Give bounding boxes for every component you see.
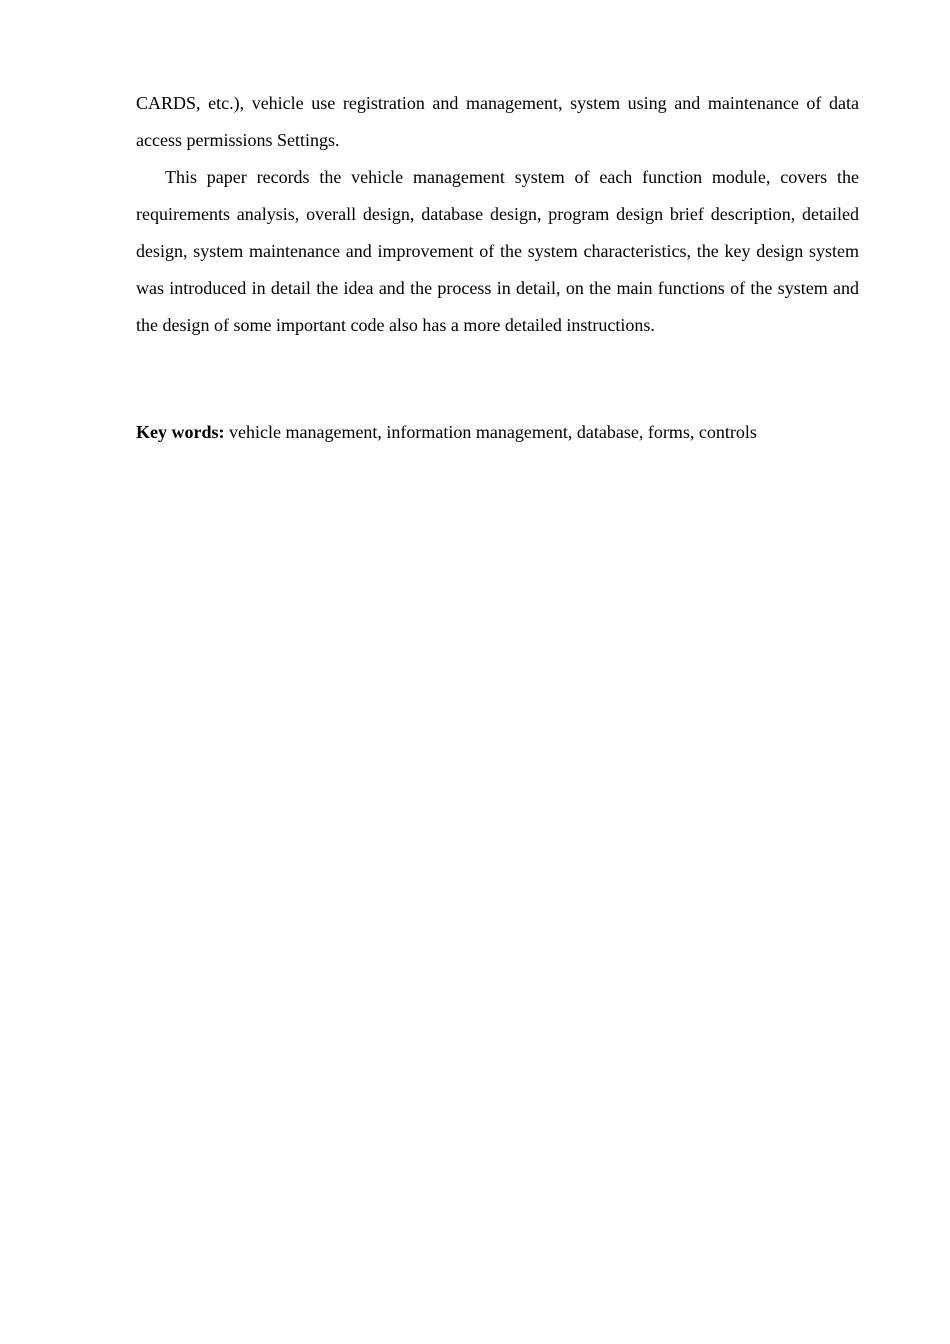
abstract-paragraph: This paper records the vehicle management system of each function module, covers the requirements analysis, overall design, database design, program design brief description, detailed design, system maintenance and improvement of the system characteristics, the key design system was introduced in detail the idea and the process in detail, on the main functions of the system and the design of some important code also has a more detailed instructions. (136, 167, 859, 335)
abstract-body (136, 85, 859, 451)
keywords-text: vehicle management, information management, database, forms, controls (224, 422, 757, 442)
keywords-line (136, 414, 859, 451)
abstract-paragraph-continued: CARDS, etc.), vehicle use registration and management, system using and maintenance of data access permissions Settings. (136, 93, 859, 150)
keywords-label: Key words: (136, 422, 225, 442)
